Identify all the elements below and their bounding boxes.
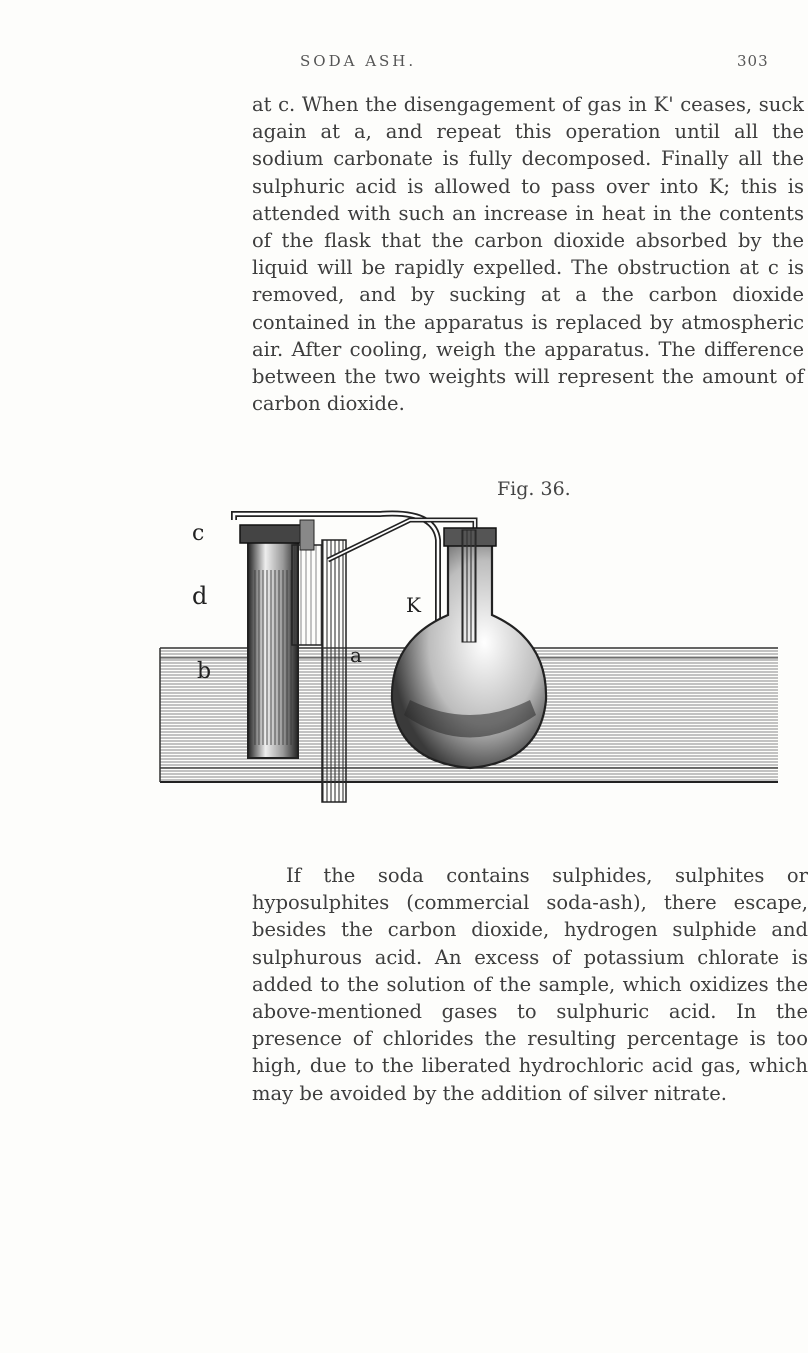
apparatus-figure: [192, 500, 790, 860]
paragraph-1: at c. When the disengagement of gas in K' ceases, suck again at a, and repeat this operation until all the sodium carbonate is fully decomposed. Finally all the sulphuric acid is allowed to pass over into K; this is attended with such an increase in heat in the contents of the flask that the carbon dioxide absorbed by the liquid will be rapidly expelled. The obstruction at c is removed, and by sucking at a the carbon dioxide contained in the apparatus is replaced by atmospheric air. After cooling, weigh the apparatus. The difference between the two weights will represent the amount of carbon dioxide.: [252, 93, 804, 416]
apparatus-illustration: [192, 500, 790, 860]
paragraph-2: If the soda contains sulphides, sulphites or hyposulphites (commercial soda-ash), there escape, besides the carbon dioxide, hydrogen sulphide and sulphurous acid. An excess of potassium chlorate is added to the solution of the sample, which oxidizes the above-mentioned gases to sulphuric acid. In the presence of chlorides the resulting percentage is too high, due to the liberated hydrochloric acid gas, which may be avoided by the addition of silver nitrate.: [252, 864, 808, 1105]
label-a: a: [350, 643, 362, 667]
label-c: c: [192, 521, 205, 546]
label-d: d: [192, 582, 208, 610]
page-number: 303: [737, 52, 769, 70]
label-b: b: [197, 659, 212, 684]
stand: [322, 540, 346, 802]
figure-caption: Fig. 36.: [497, 478, 571, 500]
flask-k: [392, 528, 546, 768]
page-header: [0, 52, 800, 82]
label-k: K: [406, 593, 421, 617]
running-title: SODA ASH.: [300, 52, 417, 70]
